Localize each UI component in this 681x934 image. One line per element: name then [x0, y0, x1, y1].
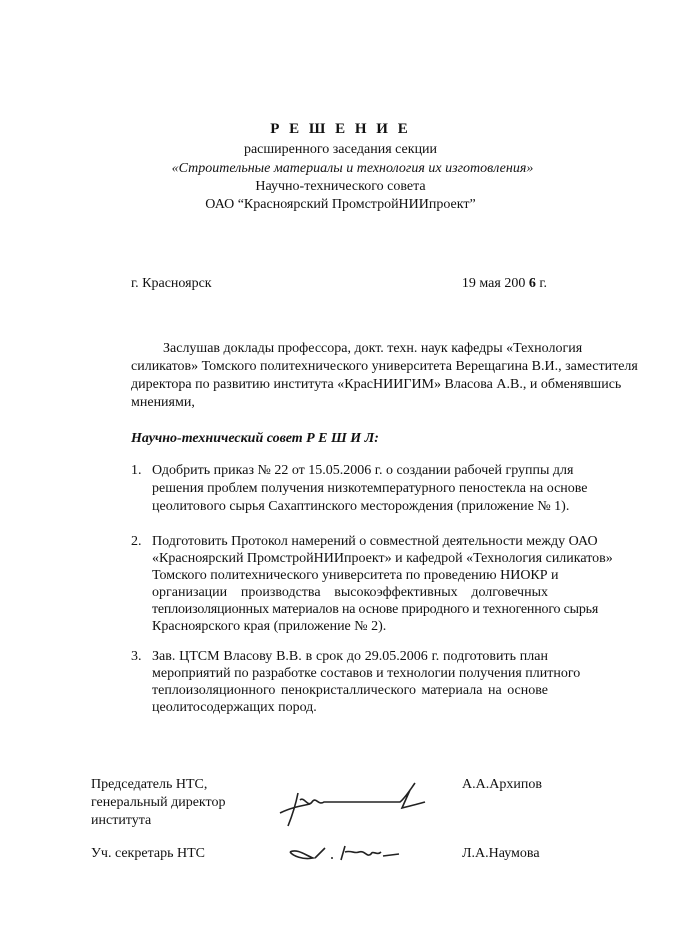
signatory-name: А.А.Архипов — [462, 777, 542, 792]
item-line: цеолитосодержащих пород. — [152, 700, 317, 715]
item-line: цеолитового сырья Сахаптинского месторождения (приложение № 1). — [152, 499, 570, 514]
item-line: Одобрить приказ № 22 от 15.05.2006 г. о создании рабочей группы для — [152, 463, 574, 478]
item-number: 3. — [131, 649, 142, 664]
item-line: организации производства высокоэффективных долговечных — [152, 585, 548, 600]
header-section-name: «Строительные материалы и технология их изготовления» — [171, 161, 534, 176]
item-line: теплоизоляционных материалов на основе природного и техногенного сырья — [152, 602, 599, 617]
item-line: Томского политехнического университета по проведению НИОКР и — [152, 568, 559, 583]
signatory-name: Л.А.Наумова — [462, 846, 540, 861]
header-organization: ОАО “Красноярский ПромстройНИИпроект” — [205, 197, 476, 212]
item-line: Зав. ЦТСМ Власову В.В. в срок до 29.05.2006 г. подготовить план — [152, 649, 548, 664]
signatory-role: Председатель НТС, — [91, 777, 208, 792]
item-number: 1. — [131, 463, 142, 478]
date-text: 19 мая 200 — [461, 276, 529, 291]
date-digit: 6 — [528, 276, 536, 291]
item-line: «Красноярский ПромстройНИИпроект» и кафедрой «Технология силикатов» — [152, 551, 613, 566]
decision-heading: Научно-технический совет Р Е Ш И Л: — [131, 431, 379, 446]
item-line: Подготовить Протокол намерений о совместной деятельности между ОАО — [152, 534, 598, 549]
paragraph-line: мнениями, — [131, 395, 195, 410]
item-line: теплоизоляционного пенокристаллического материала на основе — [152, 683, 548, 698]
paragraph-line: директора по развитию института «КрасНИИГИМ» Власова А.В., и обменявшись — [131, 377, 622, 392]
item-line: мероприятий по разработке составов и технологии получения плитного — [152, 666, 581, 681]
date — [462, 275, 547, 293]
place: г. Красноярск — [131, 276, 212, 291]
paragraph-line: силикатов» Томского политехнического университета Верещагина В.И., заместителя — [131, 359, 638, 374]
signatory-role: Уч. секретарь НТС — [91, 846, 205, 861]
signatory-role: института — [91, 813, 152, 828]
handwritten-signature — [285, 840, 405, 870]
signatory-role: генеральный директор — [91, 795, 226, 810]
item-line: решения проблем получения низкотемпературного пеностекла на основе — [152, 481, 588, 496]
handwritten-signature — [270, 778, 430, 828]
document-title: Р Е Ш Е Н И Е — [270, 121, 411, 137]
item-line: Красноярского края (приложение № 2). — [152, 619, 387, 634]
date-suffix: г. — [535, 276, 547, 291]
paragraph-line: Заслушав доклады профессора, докт. техн. наук кафедры «Технология — [163, 341, 583, 356]
header-line: расширенного заседания секции — [243, 142, 438, 157]
item-number: 2. — [131, 534, 142, 549]
header-line: Научно-технического совета — [255, 179, 426, 194]
